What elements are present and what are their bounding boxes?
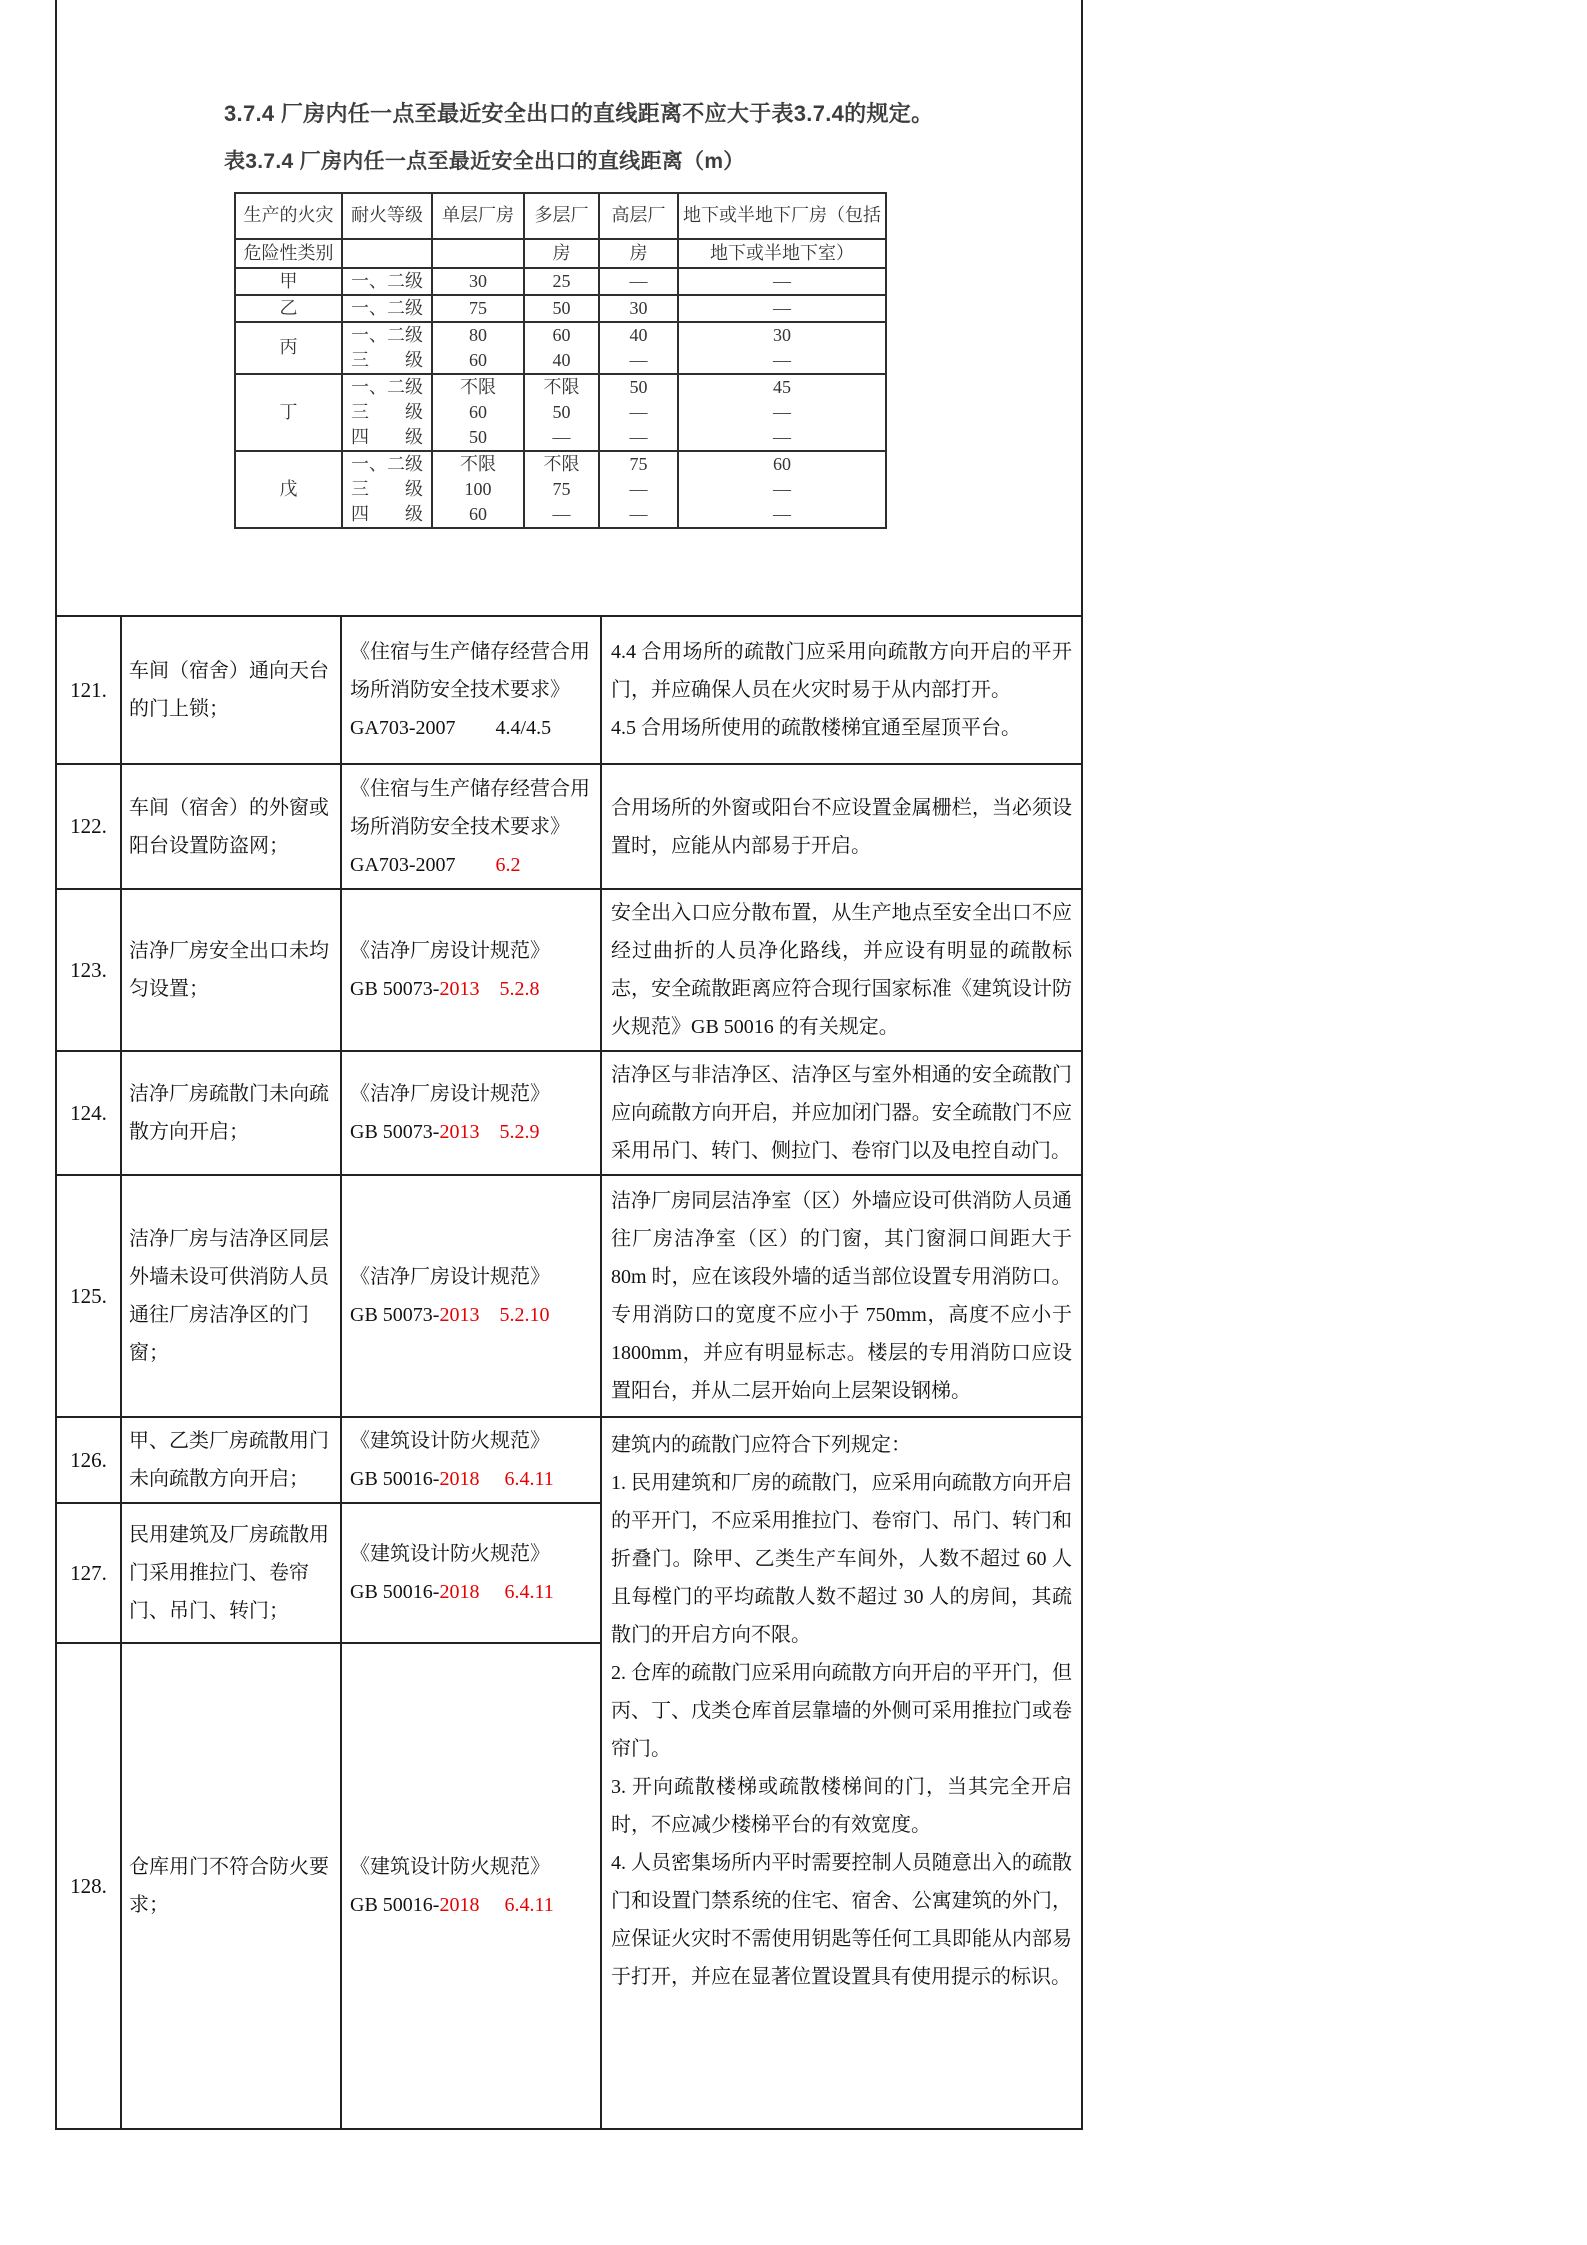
distance-table-caption: 表3.7.4 厂房内任一点至最近安全出口的直线距离（m） [224, 149, 745, 173]
source-clause-text: GB 50073- [350, 978, 440, 1000]
section-row [56, 0, 1082, 616]
fire-grade-cell: 三 级 [342, 400, 432, 425]
distance-value-cell: — [524, 502, 599, 528]
detail-paragraph: 1. 民用建筑和厂房的疏散门，应采用向疏散方向开启的平开门，不应采用推拉门、卷帘门、吊门、转门和折叠门。除甲、乙类生产车间外，人数不超过 60 人且每樘门的平均疏散人数不超过 30 人的房间，其疏散门的开启方向不限。 [611, 1472, 1073, 1646]
distance-header-cell: 多层厂 [524, 193, 599, 239]
distance-value-cell: 不限 [524, 451, 599, 477]
distance-value-cell: — [678, 477, 886, 502]
violation-issue: 甲、乙类厂房疏散用门未向疏散方向开启； [121, 1417, 341, 1503]
violation-row [56, 616, 1082, 764]
distance-value-cell: 25 [524, 268, 599, 295]
distance-header-cell [432, 239, 524, 268]
source-clause-red: 5.2.10 [499, 1304, 550, 1326]
violation-number: 125. [56, 1175, 121, 1417]
violation-number: 128. [56, 1643, 121, 2129]
violation-source [341, 616, 601, 764]
distance-value-cell: 不限 [524, 374, 599, 400]
violation-detail [601, 1051, 1082, 1175]
violation-issue: 洁净厂房安全出口未均匀设置； [121, 889, 341, 1051]
distance-header-cell: 房 [599, 239, 678, 268]
distance-value-cell: 50 [524, 400, 599, 425]
distance-value-cell: 30 [678, 322, 886, 348]
distance-value-cell: 40 [524, 348, 599, 374]
distance-value-cell: — [599, 477, 678, 502]
source-clause-text: GB 50073- [350, 1304, 440, 1326]
violation-source [341, 1503, 601, 1643]
violation-source [341, 1175, 601, 1417]
distance-value-cell: 不限 [432, 451, 524, 477]
fire-grade-cell: 三 级 [342, 348, 432, 374]
source-code [350, 1460, 592, 1498]
source-clause-red: 2018 [439, 1468, 480, 1490]
violation-row [56, 1051, 1082, 1175]
detail-paragraph: 4. 人员密集场所内平时需要控制人员随意出入的疏散门和设置门禁系统的住宅、宿舍、公寓建筑的外门，应保证火灾时不需使用钥匙等任何工具即能从内部易于打开，并应在显著位置设置具有使用提示的标识。 [611, 1852, 1073, 1988]
source-title: 《洁净厂房设计规范》 [350, 1083, 550, 1105]
distance-header-cell: 耐火等级 [342, 193, 432, 239]
source-code [350, 970, 592, 1008]
violation-issue: 仓库用门不符合防火要求； [121, 1643, 341, 2129]
distance-header-row [235, 239, 886, 268]
distance-data-row [235, 374, 886, 400]
distance-value-cell: — [678, 268, 886, 295]
source-clause-text: GA703-2007 4.4/4.5 [350, 717, 552, 739]
distance-value-cell: — [599, 268, 678, 295]
violation-source [341, 764, 601, 889]
distance-value-cell: 75 [599, 451, 678, 477]
distance-data-row [235, 322, 886, 348]
detail-paragraph: 建筑内的疏散门应符合下列规定： [611, 1434, 911, 1456]
source-clause-text [479, 1581, 504, 1603]
violation-number: 123. [56, 889, 121, 1051]
violations-table [55, 0, 1083, 2130]
source-clause-red: 5.2.9 [499, 1121, 540, 1143]
distance-value-cell: 60 [432, 502, 524, 528]
distance-value-cell: 50 [524, 295, 599, 322]
source-code [350, 1296, 592, 1334]
distance-value-cell: 60 [432, 348, 524, 374]
distance-value-cell: — [524, 425, 599, 451]
distance-header-cell: 单层厂房 [432, 193, 524, 239]
source-title: 《洁净厂房设计规范》 [350, 940, 550, 962]
distance-value-cell: 30 [432, 268, 524, 295]
fire-category-cell: 丁 [235, 374, 342, 451]
violation-number: 124. [56, 1051, 121, 1175]
section-heading: 3.7.4 厂房内任一点至最近安全出口的直线距离不应大于表3.7.4的规定。 [224, 100, 934, 126]
distance-header-cell: 高层厂 [599, 193, 678, 239]
violation-issue: 车间（宿舍）的外窗或阳台设置防盗网； [121, 764, 341, 889]
distance-header-cell: 生产的火灾 [235, 193, 342, 239]
source-title: 《洁净厂房设计规范》 [350, 1266, 550, 1288]
source-clause-red: 5.2.8 [499, 978, 540, 1000]
distance-value-cell: 40 [599, 322, 678, 348]
distance-data-row [235, 451, 886, 477]
source-clause-text: GB 50073- [350, 1121, 440, 1143]
source-clause-red: 2018 [439, 1581, 480, 1603]
distance-value-cell: 45 [678, 374, 886, 400]
distance-header-cell: 地下或半地下室） [678, 239, 886, 268]
fire-grade-cell: 一、二级 [342, 374, 432, 400]
violation-detail [601, 889, 1082, 1051]
distance-value-cell: — [599, 425, 678, 451]
violation-row [56, 889, 1082, 1051]
source-clause-text [479, 1894, 504, 1916]
fire-category-cell: 丙 [235, 322, 342, 374]
source-code [350, 1886, 592, 1924]
distance-header-cell: 危险性类别 [235, 239, 342, 268]
source-clause-text: GB 50016- [350, 1894, 440, 1916]
source-code [350, 846, 592, 884]
distance-header-cell [342, 239, 432, 268]
source-clause-red: 2018 [439, 1894, 480, 1916]
detail-paragraph: 2. 仓库的疏散门应采用向疏散方向开启的平开门，但丙、丁、戊类仓库首层靠墙的外侧可采用推拉门或卷帘门。 [611, 1662, 1073, 1760]
violation-issue: 民用建筑及厂房疏散用门采用推拉门、卷帘门、吊门、转门； [121, 1503, 341, 1643]
distance-value-cell: — [678, 425, 886, 451]
violation-number: 127. [56, 1503, 121, 1643]
violation-row [56, 764, 1082, 889]
source-title: 《住宿与生产储存经营合用场所消防安全技术要求》 [350, 641, 590, 701]
source-clause-text [479, 1304, 499, 1326]
source-title: 《建筑设计防火规范》 [350, 1543, 550, 1565]
distance-data-row [235, 268, 886, 295]
violation-row [56, 1175, 1082, 1417]
distance-value-cell: 60 [524, 322, 599, 348]
fire-grade-cell: 一、二级 [342, 268, 432, 295]
source-clause-red: 6.2 [495, 853, 521, 876]
source-clause-red: 6.4.11 [504, 1581, 554, 1603]
distance-value-cell: 50 [599, 374, 678, 400]
distance-data-row [235, 295, 886, 322]
distance-value-cell: 60 [678, 451, 886, 477]
fire-category-cell: 乙 [235, 295, 342, 322]
source-title: 《建筑设计防火规范》 [350, 1430, 550, 1452]
violation-issue: 车间（宿舍）通向天台的门上锁； [121, 616, 341, 764]
distance-value-cell: 80 [432, 322, 524, 348]
distance-value-cell: — [678, 400, 886, 425]
fire-category-cell: 甲 [235, 268, 342, 295]
fire-grade-cell: 四 级 [342, 425, 432, 451]
source-code [350, 1113, 592, 1151]
detail-paragraph: 4.4 合用场所的疏散门应采用向疏散方向开启的平开门，并应确保人员在火灾时易于从内部打开。 [611, 641, 1073, 701]
violation-detail [601, 1417, 1082, 2129]
distance-header-cell: 房 [524, 239, 599, 268]
section-cell [56, 0, 1082, 616]
source-title: 《建筑设计防火规范》 [350, 1856, 550, 1878]
detail-paragraph: 专用消防口的宽度不应小于 750mm，高度不应小于 1800mm，并应有明显标志。楼层的专用消防口应设置阳台，并从二层开始向上层架设钢梯。 [611, 1304, 1073, 1402]
distance-value-cell: — [599, 348, 678, 374]
distance-value-cell: 50 [432, 425, 524, 451]
detail-paragraph: 3. 开向疏散楼梯或疏散楼梯间的门，当其完全开启时，不应减少楼梯平台的有效宽度。 [611, 1776, 1073, 1836]
distance-value-cell: — [678, 502, 886, 528]
detail-paragraph: 安全出入口应分散布置，从生产地点至安全出口不应经过曲折的人员净化路线，并应设有明显的疏散标志，安全疏散距离应符合现行国家标准《建筑设计防火规范》GB 50016 的有关规定。 [611, 902, 1073, 1038]
source-code [350, 1573, 592, 1611]
fire-category-cell: 戊 [235, 451, 342, 528]
violation-source [341, 1643, 601, 2129]
distance-value-cell: 60 [432, 400, 524, 425]
distance-value-cell: — [599, 400, 678, 425]
source-clause-text [479, 978, 499, 1000]
fire-grade-cell: 四 级 [342, 502, 432, 528]
violation-source [341, 1051, 601, 1175]
source-code [350, 709, 592, 747]
source-clause-red: 6.4.11 [504, 1894, 554, 1916]
source-clause-red: 6.4.11 [504, 1468, 554, 1490]
violation-source [341, 1417, 601, 1503]
source-clause-red: 2013 [439, 978, 480, 1000]
detail-paragraph: 洁净区与非洁净区、洁净区与室外相通的安全疏散门应向疏散方向开启，并应加闭门器。安全疏散门不应采用吊门、转门、侧拉门、卷帘门以及电控自动门。 [611, 1064, 1073, 1162]
violation-detail [601, 764, 1082, 889]
violation-number: 126. [56, 1417, 121, 1503]
violation-source [341, 889, 601, 1051]
fire-grade-cell: 一、二级 [342, 322, 432, 348]
violation-number: 122. [56, 764, 121, 889]
fire-grade-cell: 一、二级 [342, 451, 432, 477]
distance-value-cell: 75 [524, 477, 599, 502]
fire-grade-cell: 一、二级 [342, 295, 432, 322]
distance-value-cell: — [678, 295, 886, 322]
detail-paragraph: 洁净厂房同层洁净室（区）外墙应设可供消防人员通往厂房洁净室（区）的门窗，其门窗洞口间距大于 80m 时，应在该段外墙的适当部位设置专用消防口。 [611, 1190, 1073, 1288]
violation-detail [601, 1175, 1082, 1417]
source-clause-text: GB 50016- [350, 1468, 440, 1490]
detail-paragraph: 合用场所的外窗或阳台不应设置金属栅栏，当必须设置时，应能从内部易于开启。 [611, 796, 1073, 857]
distance-table [234, 192, 887, 529]
violation-issue: 洁净厂房与洁净区同层外墙未设可供消防人员通往厂房洁净区的门窗； [121, 1175, 341, 1417]
distance-value-cell: 不限 [432, 374, 524, 400]
distance-value-cell: — [599, 502, 678, 528]
distance-value-cell: 30 [599, 295, 678, 322]
source-clause-text: GA703-2007 [350, 853, 496, 876]
distance-header-row [235, 193, 886, 239]
distance-header-cell: 地下或半地下厂房（包括 [678, 193, 886, 239]
detail-paragraph: 4.5 合用场所使用的疏散楼梯宜通至屋顶平台。 [611, 717, 1021, 739]
source-clause-text [479, 1121, 499, 1143]
violation-row [56, 1417, 1082, 1503]
fire-grade-cell: 三 级 [342, 477, 432, 502]
source-clause-red: 2013 [439, 1304, 480, 1326]
violation-number: 121. [56, 616, 121, 764]
distance-value-cell: — [678, 348, 886, 374]
violation-issue: 洁净厂房疏散门未向疏散方向开启； [121, 1051, 341, 1175]
source-clause-red: 2013 [439, 1121, 480, 1143]
source-title: 《住宿与生产储存经营合用场所消防安全技术要求》 [350, 777, 590, 838]
source-clause-text [479, 1468, 504, 1490]
source-clause-text: GB 50016- [350, 1581, 440, 1603]
distance-value-cell: 100 [432, 477, 524, 502]
violation-detail [601, 616, 1082, 764]
distance-value-cell: 75 [432, 295, 524, 322]
